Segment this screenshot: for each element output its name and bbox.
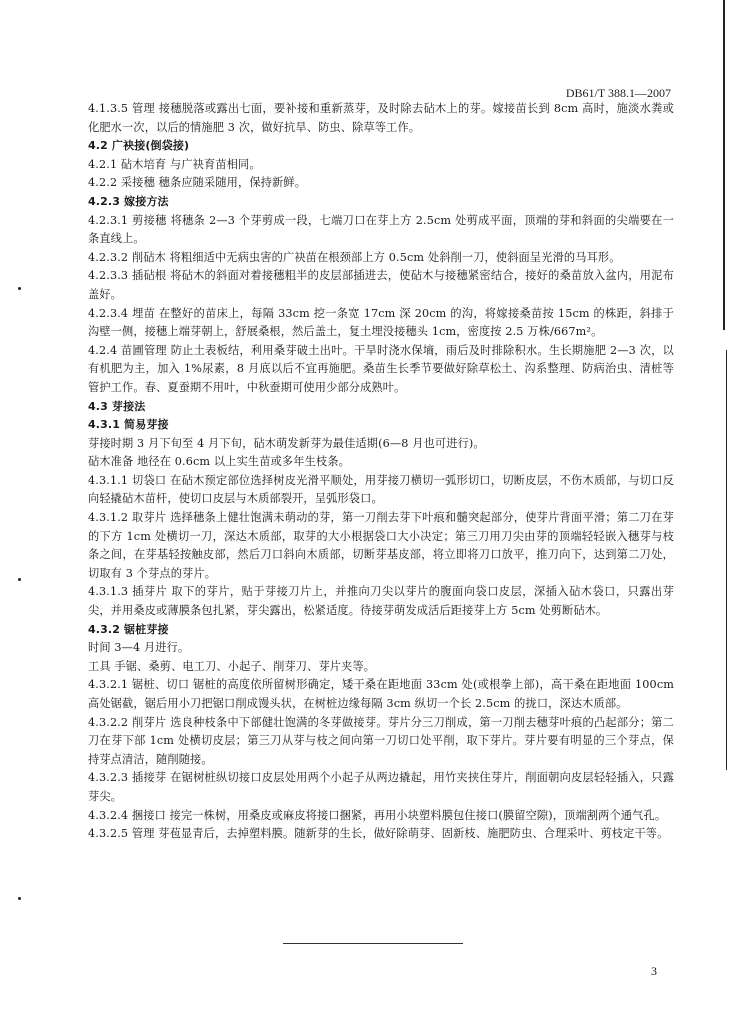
standard-number: DB61/T 388.1—2007 — [565, 86, 671, 100]
body-paragraph: 4.2.3.2 削砧木 将粗细适中无病虫害的广袂苗在根颈部上方 0.5cm 处斜削一刀，使斜面呈光滑的马耳形。 — [88, 250, 621, 264]
body-paragraph: 4.3.1.2 取芽片 选择穗条上健壮饱满未萌动的芽，第一刀削去芽下叶痕和髓突起部分，使芽片背面平滑；第二刀在芽的下方 1cm 处横切一刀，深达木质部，取芽的大小根据袋口大小决定；第三刀用刀尖由芽的顶端轻轻嵌入穗芽与枝条之间，在芽基轻按触皮部，然后刀口斜向木质部，切断芽基皮部，将立即将刀口放平，推刀向下，达到第二刀处，切取有 3 个芽点的芽片。 — [88, 511, 674, 580]
body-paragraph: 4.1.3.5 管理 接穗脱落或露出七面，要补接和重新蒸芽，及时除去砧木上的芽。嫁接苗长到 8cm 高时，施淡水粪或化肥水一次，以后的情施肥 3 次，做好抗旱、防虫、除草等工作。 — [88, 102, 674, 134]
section-heading: 4.3 芽接法 — [88, 399, 146, 413]
page-number: 3 — [651, 964, 657, 978]
scan-dot — [18, 287, 21, 290]
section-heading: 4.3.1 简易芽接 — [88, 418, 169, 432]
body-paragraph: 4.2.3.1 剪接穗 将穗条 2—3 个芽剪成一段，七端刀口在芽上方 2.5cm 处剪成平面，顶端的芽和斜面的尖端要在一条直线上。 — [88, 213, 674, 246]
body-paragraph: 4.3.1.1 切袋口 在砧木预定部位选择树皮光滑平顺处，用芽接刀横切一弧形切口，切断皮层，不伤木质部，与切口反向轻撬砧木苗杆，使切口皮层与木质部裂开，呈弧形袋口。 — [88, 473, 674, 506]
body-paragraph: 4.2.3.4 埋苗 在整好的苗床上，每隔 33cm 挖一条宽 17cm 深 20cm 的沟，将嫁接桑苗按 15cm 的株距，斜排于沟壁一侧，接穗上端芽朝上，舒展桑根，然后盖土，复土埋没接穗头 1cm，密度按 2.5 万株/667m²。 — [88, 306, 674, 339]
body-paragraph: 4.3.2.4 捆接口 接完一株树，用桑皮或麻皮将接口捆紧，再用小块塑料膜包住接口(膜留空隙)，顶端割两个通气孔。 — [88, 808, 667, 822]
scan-edge-mark — [723, 0, 725, 330]
body-paragraph: 4.2.3.3 插砧根 将砧木的斜面对着接穗粗半的皮层部插进去，使砧木与接穗紧密结合，接好的桑苗放入盆内，用泥布盖好。 — [88, 269, 674, 301]
body-paragraph: 4.3.2.5 管理 芽苞显青后，去掉塑料膜。随新芽的生长，做好除萌芽、固新枝、施肥防虫、合理采叶、剪枝定干等。 — [88, 827, 669, 841]
body-paragraph: 4.3.2.3 插接芽 在锯树桩纵切接口皮层处用两个小起子从两边撬起，用竹夹挟住芽片，削面朝向皮层轻轻插入，只露芽尖。 — [88, 771, 674, 803]
body-paragraph: 砧木准备 地径在 0.6cm 以上实生苗或多年生枝条。 — [88, 455, 350, 469]
body-paragraph: 4.2.4 苗圃管理 防止土表板结，利用桑芽破土出叶。干旱时浇水保墒，雨后及时排除积水。生长期施肥 2—3 次，以有机肥为主，加入 1%尿素，8 月底以后不宜再施肥。桑苗生长季节要做好除草松土、沟系整理、防病治虫、清桩等管护工作。春、夏蚕期不用叶，中秋蚕期可使用少部分成熟叶。 — [88, 343, 674, 394]
body-paragraph: 4.2.2 采接穗 穗条应随采随用，保持新鲜。 — [88, 176, 307, 190]
body-paragraph: 4.3.1.3 插芽片 取下的芽片，贴于芽接刀片上，并推向刀尖以芽片的腹面向袋口皮层，深插入砧木袋口，只露出芽尖，并用桑皮或薄膜条包扎紧，芽尖露出，松紧适度。待接芽萌发成活后距接芽上方 5cm 处剪断砧木。 — [88, 585, 674, 618]
footer-rule — [283, 943, 463, 944]
section-heading: 4.3.2 锯桩芽接 — [88, 622, 169, 636]
body-paragraph: 4.3.2.2 削芽片 选良种枝条中下部健壮饱满的冬芽做接芽。芽片分三刀削成，第一刀削去穗芽叶痕的凸起部分；第二刀在芽下部 1cm 处横切皮层；第三刀从芽与枝之间向第一刀切口处平削，取下芽片。芽片要有明显的三个芽点，保持芽点清洁，随削随接。 — [88, 715, 674, 766]
document-body — [88, 100, 674, 844]
scan-edge-mark — [726, 350, 727, 770]
scan-dot — [18, 578, 21, 581]
body-paragraph: 时间 3—4 月进行。 — [88, 641, 190, 655]
body-paragraph: 4.3.2.1 锯桩、切口 锯桩的高度依所留树形确定，矮干桑在距地面 33cm 处(或根拳上部)，高干桑在距地面 100cm 高处锯截，锯后用小刀把锯口削成馒头状，在树桩边缘每隔 3cm 纵切一个长 2.5cm 的拢口，深达木质部。 — [88, 678, 674, 710]
section-heading: 4.2 广袂接(倒袋接) — [88, 139, 190, 153]
section-heading: 4.2.3 嫁接方法 — [88, 194, 169, 208]
body-paragraph: 芽接时期 3 月下旬至 4 月下旬，砧木萌发新芽为最佳适期(6—8 月也可进行)。 — [88, 436, 485, 450]
body-paragraph: 4.2.1 砧木培育 与广袂育苗相同。 — [88, 157, 261, 171]
scan-dot — [18, 897, 21, 900]
body-paragraph: 工具 手锯、桑剪、电工刀、小起子、削芽刀、芽片夹等。 — [88, 659, 376, 673]
